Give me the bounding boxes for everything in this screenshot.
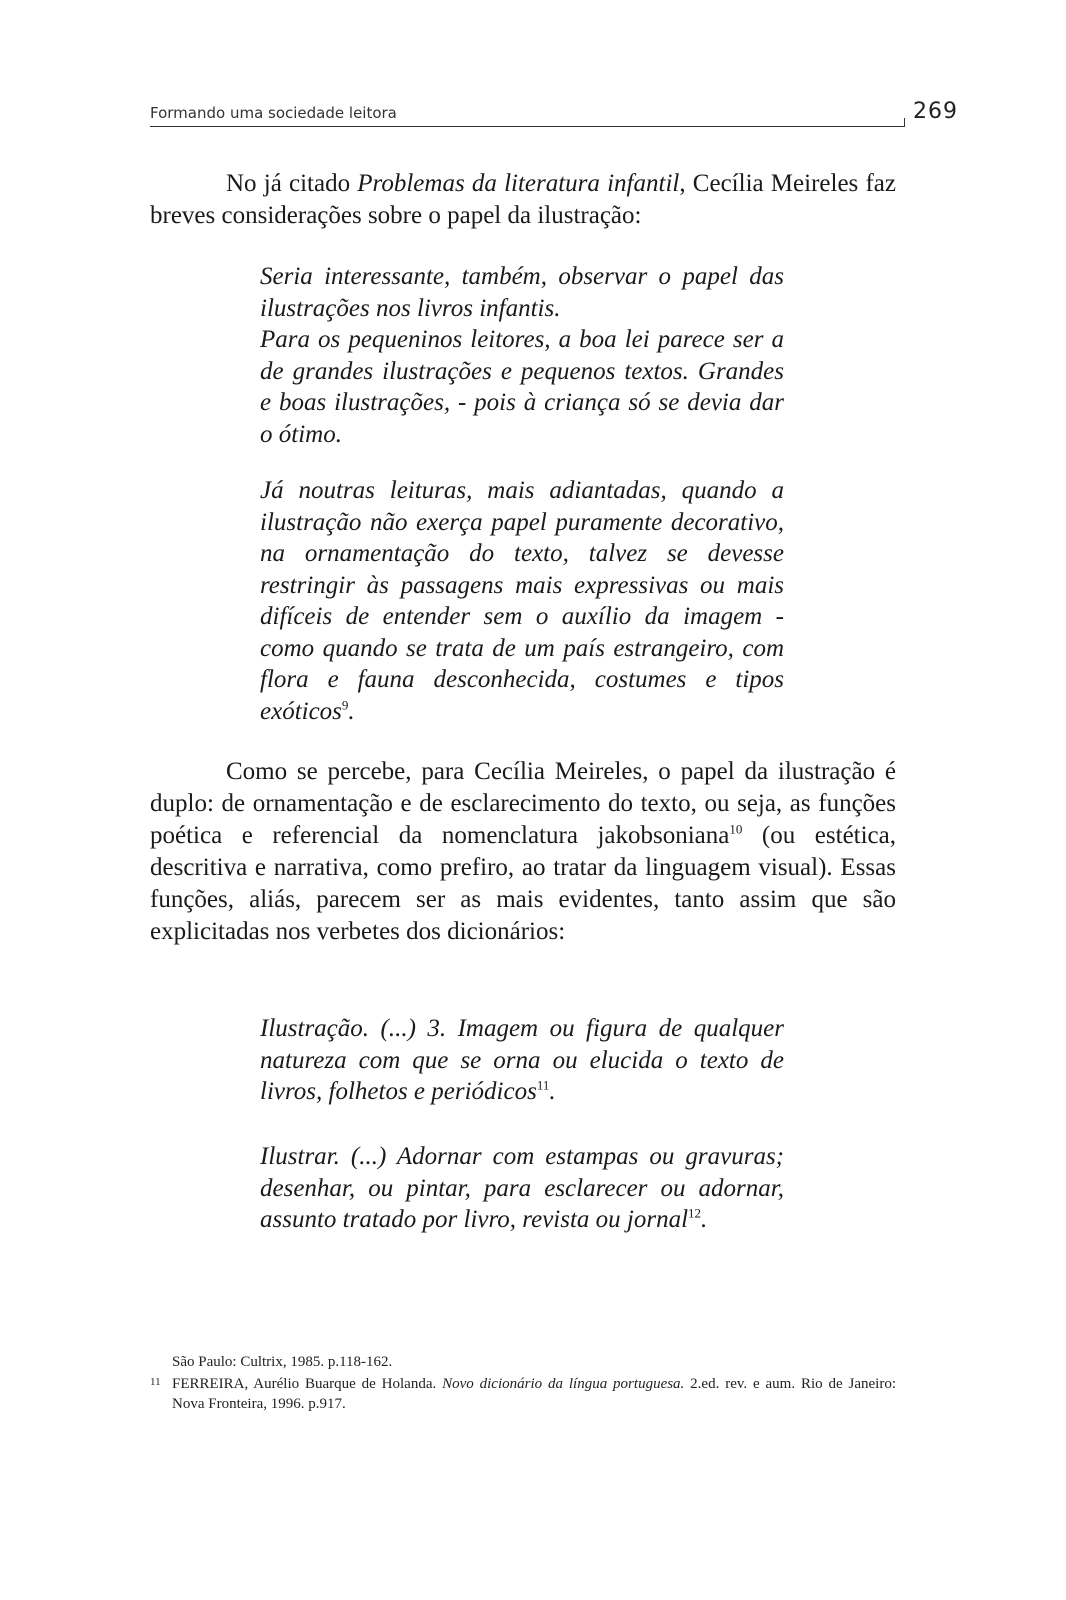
block-quote-2: [260, 475, 784, 727]
paragraph-intro-lead: No já citado: [226, 170, 358, 197]
block-quote-3-end: .: [549, 1078, 556, 1105]
footnote-ref-9: 9: [341, 697, 349, 713]
paragraph-analysis-text-b: (ou estética, descritiva e narrativa, como prefiro, ao tratar da linguagem visual). Essas funções, aliás, parecem ser as mais evidentes, tanto assim que são explicitadas nos verbetes dos dicionários:: [150, 822, 896, 945]
running-title: Formando uma sociedade leitora: [150, 104, 397, 122]
header-rule-tick: [904, 118, 905, 127]
footnote-11: [150, 1374, 896, 1414]
footnote-11-author: FERREIRA, Aurélio Buarque de Holanda.: [172, 1376, 443, 1392]
running-header: [150, 104, 905, 127]
footnote-ref-11: 11: [536, 1077, 550, 1093]
block-quote-2-end: .: [348, 697, 355, 725]
paragraph-analysis: [150, 756, 896, 948]
block-quote-4: [260, 1141, 784, 1236]
paragraph-intro-tail: , Cecília Meireles faz breves considerações sobre o papel da ilustração:: [150, 170, 896, 229]
block-quote-2-text: Já noutras leituras, mais adiantadas, quando a ilustração não exerça papel puramente decorativo, na ornamentação do texto, talvez se devesse restringir às passagens mais expressivas ou mais difíceis de entender sem o auxílio da imagem - como quando se trata de um país estrangeiro, com flora e fauna desconhecida, costumes e tipos exóticos: [260, 477, 784, 725]
book-title: Problemas da literatura infantil: [357, 170, 680, 197]
block-quote-4-text: Ilustrar. (...) Adornar com estampas ou gravuras; desenhar, ou pintar, para esclarecer ou adornar, assunto tratado por livro, revista ou jornal: [260, 1143, 784, 1233]
footnote-continuation: São Paulo: Cultrix, 1985. p.118-162.: [172, 1354, 393, 1370]
block-quote-3: [260, 1013, 784, 1108]
paragraph-analysis-text-a: Como se percebe, para Cecília Meireles, o papel da ilustração é duplo: de ornamentação e de esclarecimento do texto, ou seja, as funções poética e referencial da nomenclatura jakobsoniana: [150, 758, 896, 849]
block-quote-4-end: .: [701, 1206, 708, 1233]
footnote-11-number: 11: [150, 1376, 161, 1388]
footnote-11-rest: 2.ed. rev. e aum. Rio de Janeiro: Nova Fronteira, 1996. p.917.: [172, 1376, 896, 1412]
block-quote-3-text: Ilustração. (...) 3. Imagem ou figura de qualquer natureza com que se orna ou elucida o texto de livros, folhetos e periódicos: [260, 1015, 784, 1105]
paragraph-intro: [150, 168, 896, 232]
page-number: 269: [913, 99, 958, 124]
block-quote-1-line-a: Seria interessante, também, observar o papel das ilustrações nos livros infantis.: [260, 263, 784, 322]
block-quote-1: [260, 261, 784, 450]
footnote-ref-10: 10: [729, 821, 743, 837]
footnote-11-title: Novo dicionário da língua portuguesa.: [442, 1376, 685, 1392]
footnotes: [150, 1352, 896, 1414]
block-quote-1-line-b: Para os pequeninos leitores, a boa lei parece ser a de grandes ilustrações e pequenos textos. Grandes e boas ilustrações, - pois à criança só se devia dar o ótimo.: [260, 326, 784, 448]
footnote-ref-12: 12: [688, 1205, 702, 1221]
